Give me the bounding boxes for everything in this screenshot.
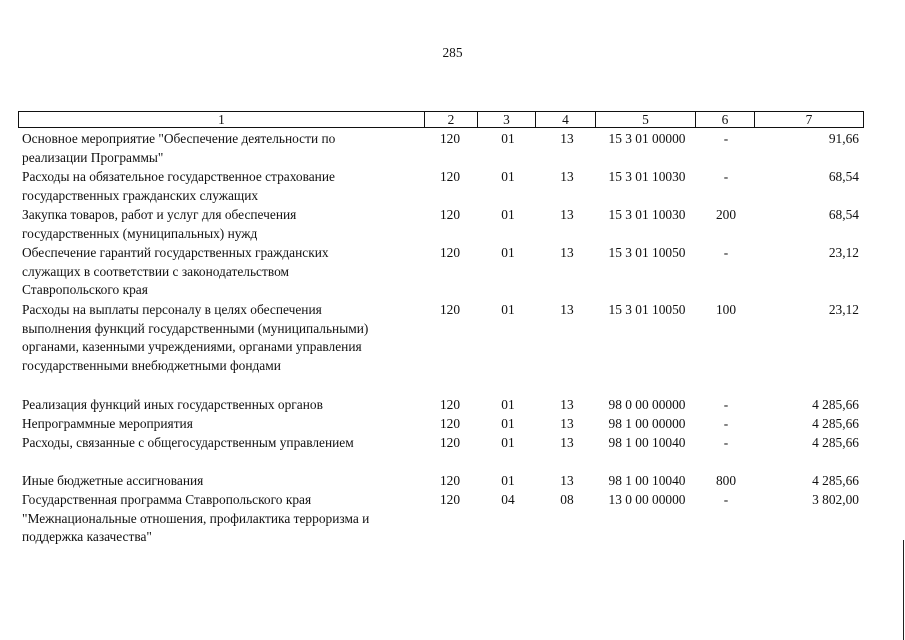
cell-col-5: 15 3 01 10030 <box>608 169 686 184</box>
cell-col-6: - <box>723 492 729 507</box>
cell-col-2: 120 <box>439 473 461 488</box>
cell-col-3: 01 <box>501 169 515 184</box>
row-name-line: государственными внебюджетными фондами <box>22 357 281 373</box>
cell-col-7: 68,54 <box>828 207 859 222</box>
header-col-5: 5 <box>596 111 696 128</box>
cell-col-3: 01 <box>501 435 515 450</box>
cell-col-4: 13 <box>560 435 574 450</box>
row-name-line: Государственная программа Ставропольского края <box>22 492 312 507</box>
cell-col-4: 13 <box>560 416 574 431</box>
cell-col-5: 15 3 01 10050 <box>608 245 686 260</box>
cell-col-4: 13 <box>560 245 574 260</box>
cell-col-2: 120 <box>439 302 461 317</box>
cell-col-2: 120 <box>439 397 461 412</box>
cell-col-3: 01 <box>501 473 515 488</box>
cell-col-4: 13 <box>560 473 574 488</box>
row-name-line: Расходы на выплаты персоналу в целях обеспечения <box>22 302 322 317</box>
cell-col-5: 98 1 00 10040 <box>608 473 686 488</box>
cell-col-7: 4 285,66 <box>812 473 859 488</box>
cell-col-5: 15 3 01 10050 <box>608 302 686 317</box>
cell-col-6: - <box>723 245 729 260</box>
page-number: 285 <box>442 45 463 60</box>
row-name <box>22 244 422 300</box>
cell-col-6: - <box>723 131 729 146</box>
cell-col-6: - <box>723 397 729 412</box>
cell-col-5: 98 0 00 00000 <box>608 397 686 412</box>
cell-col-3: 01 <box>501 302 515 317</box>
cell-col-7: 4 285,66 <box>812 397 859 412</box>
header-col-6: 6 <box>696 111 755 128</box>
cell-col-7: 4 285,66 <box>812 435 859 450</box>
cell-col-2: 120 <box>439 245 461 260</box>
cell-col-3: 01 <box>501 245 515 260</box>
cell-col-4: 13 <box>560 131 574 146</box>
header-col-1: 1 <box>18 111 425 128</box>
row-name-line: Основное мероприятие "Обеспечение деятельности по <box>22 131 336 146</box>
cell-col-5: 98 1 00 10040 <box>608 435 686 450</box>
cell-col-5: 15 3 01 10030 <box>608 207 686 222</box>
row-name-line: Непрограммные мероприятия <box>22 416 193 431</box>
cell-col-5: 13 0 00 00000 <box>608 492 686 507</box>
cell-col-6: 800 <box>715 473 737 488</box>
cell-col-2: 120 <box>439 435 461 450</box>
row-name <box>22 130 422 167</box>
row-name-line: реализации Программы" <box>22 149 164 165</box>
row-name <box>22 301 422 375</box>
cell-col-4: 13 <box>560 302 574 317</box>
cell-col-5: 15 3 01 00000 <box>608 131 686 146</box>
row-name <box>22 396 422 415</box>
cell-col-3: 04 <box>501 492 515 507</box>
cell-col-2: 120 <box>439 131 461 146</box>
row-name-line: Закупка товаров, работ и услуг для обеспечения <box>22 207 297 222</box>
row-name <box>22 168 422 205</box>
cell-col-2: 120 <box>439 207 461 222</box>
row-name-line: государственных (муниципальных) нужд <box>22 225 258 241</box>
cell-col-7: 91,66 <box>828 131 859 146</box>
cell-col-3: 01 <box>501 131 515 146</box>
row-name <box>22 206 422 243</box>
cell-col-7: 23,12 <box>828 302 859 317</box>
cell-col-4: 08 <box>560 492 574 507</box>
page-edge-line <box>903 540 904 640</box>
cell-col-3: 01 <box>501 207 515 222</box>
cell-col-2: 120 <box>439 492 461 507</box>
header-col-7: 7 <box>755 111 864 128</box>
cell-col-2: 120 <box>439 169 461 184</box>
cell-col-7: 23,12 <box>828 245 859 260</box>
cell-col-4: 13 <box>560 397 574 412</box>
row-name-line: выполнения функций государственными (муниципальными) <box>22 320 369 336</box>
row-name <box>22 491 422 547</box>
cell-col-5: 98 1 00 00000 <box>608 416 686 431</box>
cell-col-3: 01 <box>501 397 515 412</box>
row-name <box>22 415 422 434</box>
row-name-line: "Межнациональные отношения, профилактика терроризма и <box>22 510 370 526</box>
row-name-line: служащих в соответствии с законодательством <box>22 263 289 279</box>
cell-col-4: 13 <box>560 169 574 184</box>
cell-col-4: 13 <box>560 207 574 222</box>
row-name-line: Реализация функций иных государственных органов <box>22 397 323 412</box>
cell-col-7: 3 802,00 <box>812 492 859 507</box>
cell-col-6: - <box>723 416 729 431</box>
row-name-line: Расходы, связанные с общегосударственным управлением <box>22 435 354 450</box>
cell-col-7: 4 285,66 <box>812 416 859 431</box>
cell-col-3: 01 <box>501 416 515 431</box>
header-col-3: 3 <box>478 111 536 128</box>
row-name-line: Расходы на обязательное государственное страхование <box>22 169 335 184</box>
row-name-line: Иные бюджетные ассигнования <box>22 473 204 488</box>
row-name-line: государственных гражданских служащих <box>22 187 259 203</box>
cell-col-2: 120 <box>439 416 461 431</box>
row-name-line: органами, казенными учреждениями, органами управления <box>22 339 362 355</box>
row-name-line: Обеспечение гарантий государственных гражданских <box>22 245 329 260</box>
cell-col-6: - <box>723 435 729 450</box>
cell-col-6: 200 <box>715 207 737 222</box>
cell-col-6: 100 <box>715 302 737 317</box>
row-name-line: Ставропольского края <box>22 282 148 298</box>
row-name <box>22 434 422 453</box>
row-name-line: поддержка казачества" <box>22 529 152 545</box>
cell-col-7: 68,54 <box>828 169 859 184</box>
header-col-2: 2 <box>425 111 478 128</box>
header-col-4: 4 <box>536 111 596 128</box>
row-name <box>22 472 422 491</box>
cell-col-6: - <box>723 169 729 184</box>
